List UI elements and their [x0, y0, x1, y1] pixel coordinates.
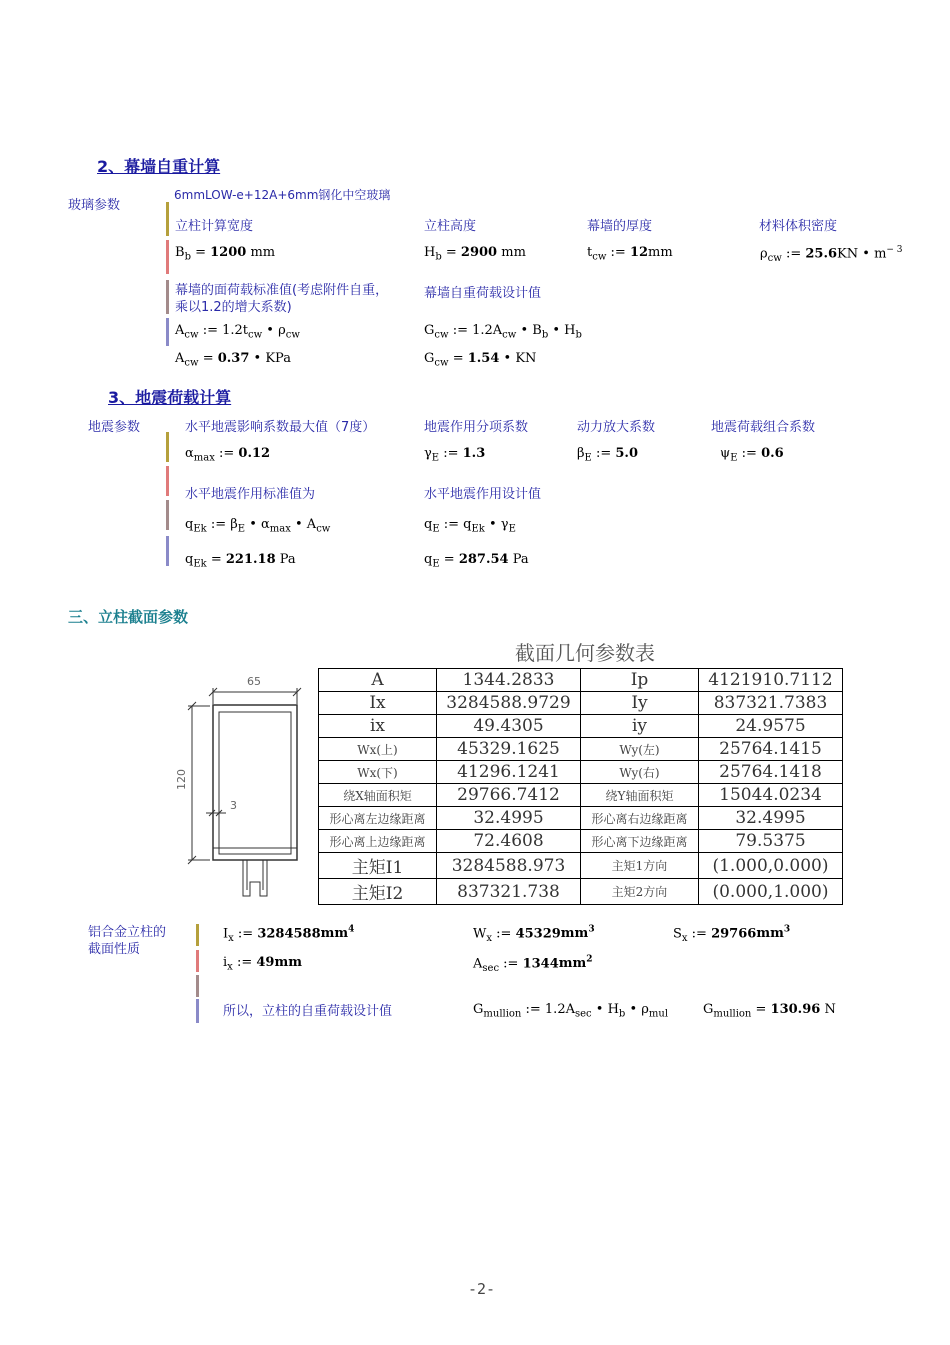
table-key-cell: Wx(下): [319, 761, 437, 784]
amax-equation: $\alpha_{max}$ := 0.12: [185, 446, 271, 464]
table-value-cell: 837321.738: [437, 879, 581, 905]
table-key-cell: 形心离右边缘距离: [581, 807, 699, 830]
table-row: [319, 761, 843, 784]
margin-bar: [166, 280, 169, 314]
margin-bar: [196, 950, 199, 972]
Gmullion-result: $G_{mullion} = 130.96$ N: [703, 1002, 836, 1020]
psiE-equation: $\psi_E$ := 0.6: [720, 446, 784, 464]
table-row: [319, 830, 843, 853]
dim-thickness: 3: [230, 799, 237, 812]
table-key-cell: Wy(左): [581, 738, 699, 761]
table-row: [319, 669, 843, 692]
Wx-equation: $W_x$ := $45329mm^3$: [473, 925, 595, 944]
table-value-cell: 15044.0234: [699, 784, 843, 807]
Ix-equation: $I_x$ := $3284588mm^4$: [223, 925, 355, 944]
table-value-cell: 3284588.9729: [437, 692, 581, 715]
table-value-cell: 45329.1625: [437, 738, 581, 761]
table-row: [319, 738, 843, 761]
table-row: [319, 807, 843, 830]
Gmullion-formula: $G_{mullion}$ := $1.2A_{sec}$ • $H_b$ • $\rho_{mul}$: [473, 1002, 669, 1020]
table-key-cell: iy: [581, 715, 699, 738]
margin-bar: [166, 466, 169, 496]
table-value-cell: 1344.2833: [437, 669, 581, 692]
table-value-cell: 49.4305: [437, 715, 581, 738]
thickness-label: 幕墙的厚度: [587, 219, 653, 234]
Bb-equation: $B_b = 1200$ mm: [175, 245, 276, 263]
tcw-equation: $t_{cw}$ := 12mm: [587, 245, 673, 263]
table-value-cell: 32.4995: [699, 807, 843, 830]
table-value-cell: 79.5375: [699, 830, 843, 853]
table-key-cell: 主矩2方向: [581, 879, 699, 905]
Asec-equation: $A_{sec}$ := $1344mm^2$: [473, 955, 593, 974]
Gcw-formula: $G_{cw}$ := $1.2A_{cw}$ • $B_b$ • $H_b$: [424, 323, 582, 341]
qE-result: $q_E = 287.54$ Pa: [424, 552, 529, 570]
glass-desc: 6mmLOW-e+12A+6mm钢化中空玻璃: [174, 188, 391, 202]
margin-bar: [196, 975, 199, 997]
table-value-cell: 4121910.7112: [699, 669, 843, 692]
table-key-cell: 形心离左边缘距离: [319, 807, 437, 830]
table-key-cell: Wy(右): [581, 761, 699, 784]
glass-params-label: 玻璃参数: [68, 198, 121, 213]
section-2-heading: 2、幕墙自重计算: [97, 157, 221, 176]
table-title: 截面几何参数表: [515, 641, 655, 665]
dim-width: 65: [247, 675, 261, 688]
table-key-cell: Wx(上): [319, 738, 437, 761]
table-value-cell: (0.000,1.000): [699, 879, 843, 905]
qEk-result: $q_{Ek} = 221.18$ Pa: [185, 552, 296, 570]
table-value-cell: 3284588.973: [437, 853, 581, 879]
gamma-label: 地震作用分项系数: [424, 420, 529, 435]
rho-equation: $\rho_{cw}$ := 25.6KN • $m^{- 3}$: [760, 245, 903, 264]
density-label: 材料体积密度: [759, 219, 838, 234]
dim-height: 120: [175, 769, 188, 790]
margin-bar: [196, 924, 199, 946]
beta-label: 动力放大系数: [577, 420, 656, 435]
table-key-cell: 绕Y轴面积矩: [581, 784, 699, 807]
qEk-formula: $q_{Ek}$ := $\beta_E$ • $\alpha_{max}$ • $A_{cw}$: [185, 517, 331, 535]
table-value-cell: 72.4608: [437, 830, 581, 853]
table-value-cell: 29766.7412: [437, 784, 581, 807]
mullion-section-drawing: [175, 670, 305, 902]
table-value-cell: 41296.1241: [437, 761, 581, 784]
margin-bar: [166, 500, 169, 530]
margin-bar: [166, 202, 169, 236]
qe-design-label: 水平地震作用设计值: [424, 487, 542, 502]
seismic-params-label: 地震参数: [88, 420, 141, 435]
Acw-result: $A_{cw} = 0.37$ • KPa: [175, 351, 291, 369]
table-key-cell: 绕X轴面积矩: [319, 784, 437, 807]
table-row: [319, 692, 843, 715]
self-load-label: 幕墙自重荷载设计值: [424, 286, 542, 301]
table-row: [319, 715, 843, 738]
betaE-equation: $\beta_E$ := 5.0: [577, 446, 638, 464]
page-number: -2-: [468, 1280, 496, 1298]
table-key-cell: 主矩1方向: [581, 853, 699, 879]
column-width-label: 立柱计算宽度: [175, 219, 254, 234]
section-3-heading: 3、地震荷载计算: [108, 388, 232, 407]
section-three-heading: 三、立柱截面参数: [68, 608, 189, 626]
psi-label: 地震荷载组合系数: [711, 420, 816, 435]
qE-formula: $q_E$ := $q_{Ek}$ • $\gamma_E$: [424, 517, 516, 535]
Gcw-result: $G_{cw} = 1.54$ • KN: [424, 351, 537, 369]
qek-standard-label: 水平地震作用标准值为: [185, 487, 316, 502]
margin-bar: [166, 432, 169, 462]
Sx-equation: $S_x$ := $29766mm^3$: [673, 925, 791, 944]
self-load-conclusion: 所以，立柱的自重荷载设计值: [223, 1004, 393, 1019]
table-key-cell: ix: [319, 715, 437, 738]
table-key-cell: Ip: [581, 669, 699, 692]
section-props-label: 铝合金立柱的截面性质: [88, 925, 167, 957]
table-key-cell: 形心离上边缘距离: [319, 830, 437, 853]
Hb-equation: $H_b = 2900$ mm: [424, 245, 526, 263]
table-key-cell: 主矩I1: [319, 853, 437, 879]
Acw-formula: $A_{cw}$ := $1.2t_{cw}$ • $\rho_{cw}$: [175, 323, 300, 341]
table-row: [319, 853, 843, 879]
margin-bar: [166, 240, 169, 274]
table-value-cell: 837321.7383: [699, 692, 843, 715]
column-height-label: 立柱高度: [424, 219, 477, 234]
table-key-cell: A: [319, 669, 437, 692]
area-load-label: 幕墙的面荷载标准值(考虑附件自重，乘以1.2的增大系数): [175, 283, 389, 315]
table-key-cell: Ix: [319, 692, 437, 715]
margin-bar: [166, 536, 169, 566]
table-value-cell: 25764.1415: [699, 738, 843, 761]
section-geometry-table: [318, 668, 843, 905]
table-row: [319, 784, 843, 807]
gammaE-equation: $\gamma_E$ := 1.3: [424, 446, 486, 464]
table-value-cell: 32.4995: [437, 807, 581, 830]
margin-bar: [196, 999, 199, 1023]
table-row: [319, 879, 843, 905]
table-value-cell: (1.000,0.000): [699, 853, 843, 879]
table-key-cell: 形心离下边缘距离: [581, 830, 699, 853]
ix-equation: $i_x$ := 49mm: [223, 955, 302, 973]
table-value-cell: 24.9575: [699, 715, 843, 738]
table-value-cell: 25764.1418: [699, 761, 843, 784]
table-key-cell: 主矩I2: [319, 879, 437, 905]
margin-bar: [166, 318, 169, 346]
amax-label: 水平地震影响系数最大值（7度）: [185, 420, 376, 435]
table-key-cell: Iy: [581, 692, 699, 715]
